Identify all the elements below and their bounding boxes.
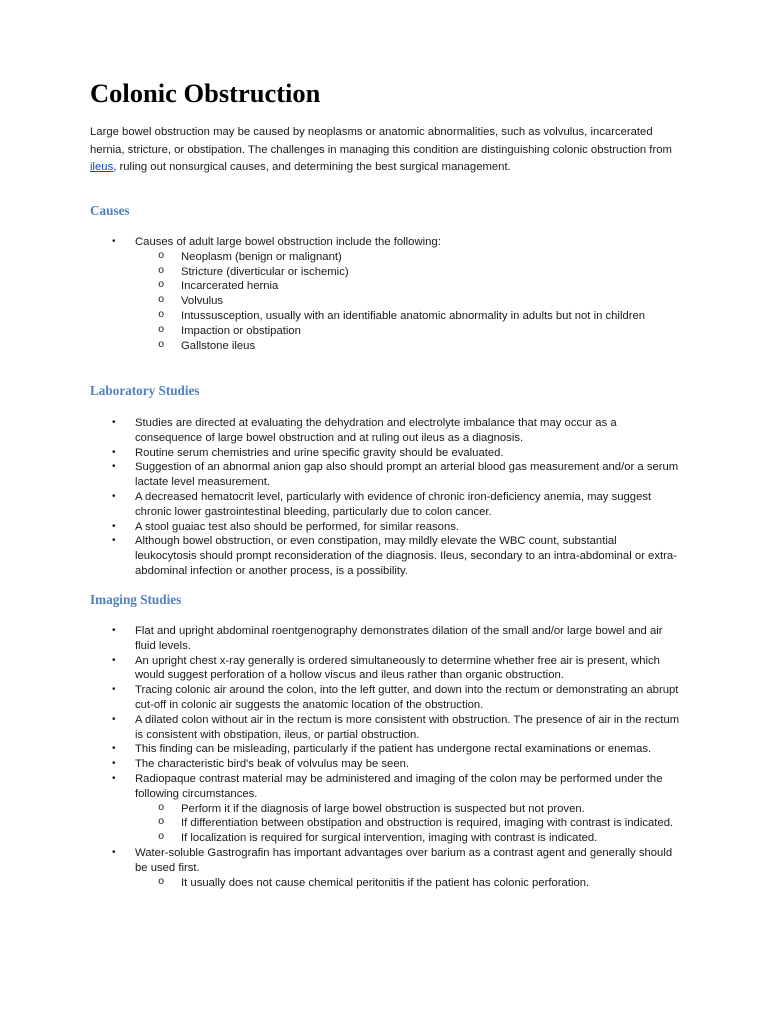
imaging-studies-list xyxy=(90,624,680,890)
list-item-text: Although bowel obstruction, or even constipation, may mildly elevate the WBC count, substantial leukocytosis should prompt reconsideration of the diagnosis. Ileus, secondary to an intra-abdominal or extra-abdominal infection or another process, is a possibility. xyxy=(135,535,677,577)
list-item-text: This finding can be misleading, particularly if the patient has undergone rectal examinations or enemas. xyxy=(135,743,652,756)
list-item-text: Suggestion of an abnormal anion gap also should prompt an arterial blood gas measurement and/or a serum lactate level measurement. xyxy=(135,461,679,489)
list-item xyxy=(90,235,680,353)
list-item xyxy=(90,757,680,772)
page-title: Colonic Obstruction xyxy=(90,78,321,108)
list-item xyxy=(90,416,680,446)
sub-list-item: o Neoplasm (benign or malignant) xyxy=(135,250,680,265)
list-item-text: Routine serum chemistries and urine specific gravity should be evaluated. xyxy=(135,446,504,459)
list-item-text: An upright chest x-ray generally is ordered simultaneously to determine whether free air is present, which would suggest perforation of a hollow viscus and ileus rather than organic obstruction. xyxy=(135,654,660,682)
list-item xyxy=(90,713,680,743)
sub-list-item: o Perform it if the diagnosis of large bowel obstruction is suspected but not proven. xyxy=(135,802,680,817)
list-item xyxy=(90,534,680,578)
list-item-text: Radiopaque contrast material may be administered and imaging of the colon may be performed under the following circumstances. xyxy=(135,772,663,800)
list-item xyxy=(90,624,680,654)
list-item xyxy=(90,683,680,713)
list-item-text: A dilated colon without air in the rectum is more consistent with obstruction. The presence of air in the rectum is consistent with obstipation, ileus, or partial obstruction. xyxy=(135,713,680,741)
section-heading-laboratory-studies: Laboratory Studies xyxy=(90,383,200,398)
list-item xyxy=(90,520,680,535)
list-item xyxy=(90,654,680,684)
list-item xyxy=(90,490,680,520)
list-item xyxy=(90,772,680,846)
sub-list-item: o Incarcerated hernia xyxy=(135,279,680,294)
sub-list-item: o If differentiation between obstipation and obstruction is required, imaging with contrast is indicated. xyxy=(135,816,680,831)
ileus-link[interactable]: ileus xyxy=(90,161,114,174)
list-item-text: Water-soluble Gastrografin has important advantages over barium as a contrast agent and generally should be used first. xyxy=(135,846,673,874)
sub-list xyxy=(135,250,680,354)
laboratory-studies-list xyxy=(90,416,680,579)
list-item-text: Studies are directed at evaluating the dehydration and electrolyte imbalance that may occur as a consequence of large bowel obstruction and at ruling out ileus as a diagnosis. xyxy=(135,417,617,444)
sub-list-item: o It usually does not cause chemical peritonitis if the patient has colonic perforation. xyxy=(135,876,680,891)
sub-list xyxy=(135,876,680,891)
sub-list-item: o If localization is required for surgical intervention, imaging with contrast is indicated. xyxy=(135,831,680,846)
intro-text-after-link: , ruling out nonsurgical causes, and determining the best surgical management. xyxy=(113,161,511,174)
list-item-text: Tracing colonic air around the colon, into the left gutter, and down into the rectum or demonstrating an abrupt cut-off in colonic air suggests the anatomic location of the obstruction. xyxy=(135,684,679,711)
list-item xyxy=(90,460,680,490)
sub-list-item: o Volvulus xyxy=(135,294,680,309)
list-item xyxy=(90,446,680,461)
sub-list-item: o Gallstone ileus xyxy=(135,339,680,354)
section-heading-causes: Causes xyxy=(90,203,130,218)
sub-list-item: o Impaction or obstipation xyxy=(135,324,680,339)
list-item-text: The characteristic bird's beak of volvulus may be seen. xyxy=(135,758,410,771)
sub-list-item: o Stricture (diverticular or ischemic) xyxy=(135,265,680,280)
list-item-text: Flat and upright abdominal roentgenography demonstrates dilation of the small and/or large bowel and air fluid levels. xyxy=(135,625,663,652)
list-item xyxy=(90,742,680,757)
list-item-text: A decreased hematocrit level, particularly with evidence of chronic iron-deficiency anemia, may suggest chronic lower gastrointestinal bleeding, particularly due to colon cancer. xyxy=(135,490,652,518)
causes-list xyxy=(90,235,680,353)
intro-text-before-link: Large bowel obstruction may be caused by neoplasms or anatomic abnormalities, such as volvulus, incarcerated hernia, stricture, or obstipation. The challenges in managing this condition are distinguishing colonic obstruction from xyxy=(90,126,672,156)
list-item-text: A stool guaiac test also should be performed, for similar reasons. xyxy=(135,520,460,533)
list-item-text: Causes of adult large bowel obstruction include the following: xyxy=(135,236,441,248)
sub-list-item: o Intussusception, usually with an identifiable anatomic abnormality in adults but not in children xyxy=(135,309,680,324)
section-heading-imaging-studies: Imaging Studies xyxy=(90,592,182,607)
sub-list xyxy=(135,802,680,846)
list-item xyxy=(90,846,680,890)
intro-paragraph xyxy=(90,124,680,177)
